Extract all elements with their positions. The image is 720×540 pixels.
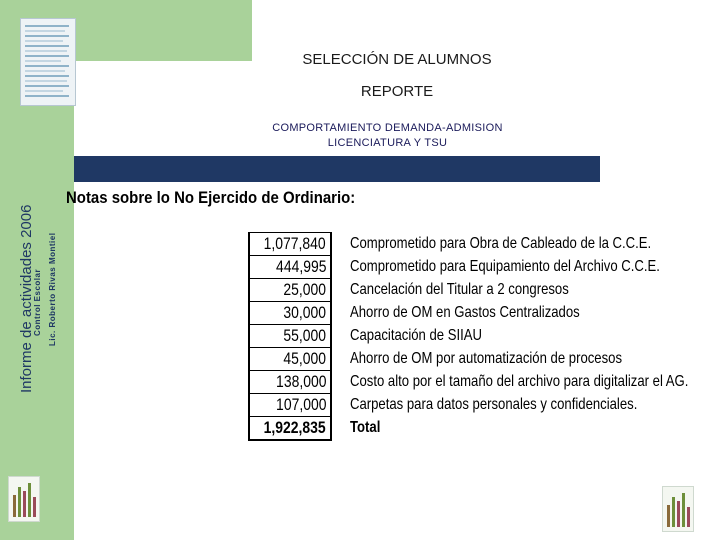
amount-cell: 444,995 [250, 255, 330, 278]
description-cell: Ahorro de OM en Gastos Centralizados [350, 304, 580, 321]
header-green-band [74, 0, 252, 61]
notes-heading: Notas sobre lo No Ejercido de Ordinario: [66, 188, 356, 207]
amount-cell: 107,000 [250, 393, 330, 416]
total-label: Total [350, 419, 381, 436]
author-vertical: Lic. Roberto Rivas Montiel [48, 232, 57, 346]
spreadsheet-thumbnail-image [20, 18, 76, 106]
descriptions-column [350, 232, 710, 439]
amount-cell: 1,077,840 [250, 232, 330, 255]
total-amount-cell: 1,922,835 [250, 416, 330, 439]
description-cell: Capacitación de SIIAU [350, 327, 483, 344]
bar-chart-thumbnail-left [8, 476, 40, 522]
amount-cell: 138,000 [250, 370, 330, 393]
page-title: SELECCIÓN DE ALUMNOS [302, 51, 492, 68]
amounts-column [248, 232, 332, 441]
amount-cell: 45,000 [250, 347, 330, 370]
header-divider-bar [74, 156, 600, 182]
page-subtitle: REPORTE [360, 83, 434, 100]
description-cell: Ahorro de OM por automatización de procesos [350, 350, 623, 367]
description-cell: Carpetas para datos personales y confidenciales. [350, 396, 638, 413]
description-cell: Cancelación del Titular a 2 congresos [350, 281, 569, 298]
section-title-line1: COMPORTAMIENTO DEMANDA-ADMISION [272, 122, 503, 134]
description-cell: Comprometido para Equipamiento del Archivo C.C.E. [350, 258, 660, 275]
description-cell: Comprometido para Obra de Cableado de la C.C.E. [350, 235, 652, 252]
section-title-line2: LICENCIATURA Y TSU [327, 137, 448, 149]
description-cell: Costo alto por el tamaño del archivo para digitalizar el AG. [350, 373, 689, 390]
amount-cell: 55,000 [250, 324, 330, 347]
amount-cell: 30,000 [250, 301, 330, 324]
department-vertical: Control Escolar [33, 268, 42, 336]
report-title-vertical: Informe de actividades 2006 [18, 204, 35, 393]
amount-cell: 25,000 [250, 278, 330, 301]
bar-chart-thumbnail-right [662, 486, 694, 532]
